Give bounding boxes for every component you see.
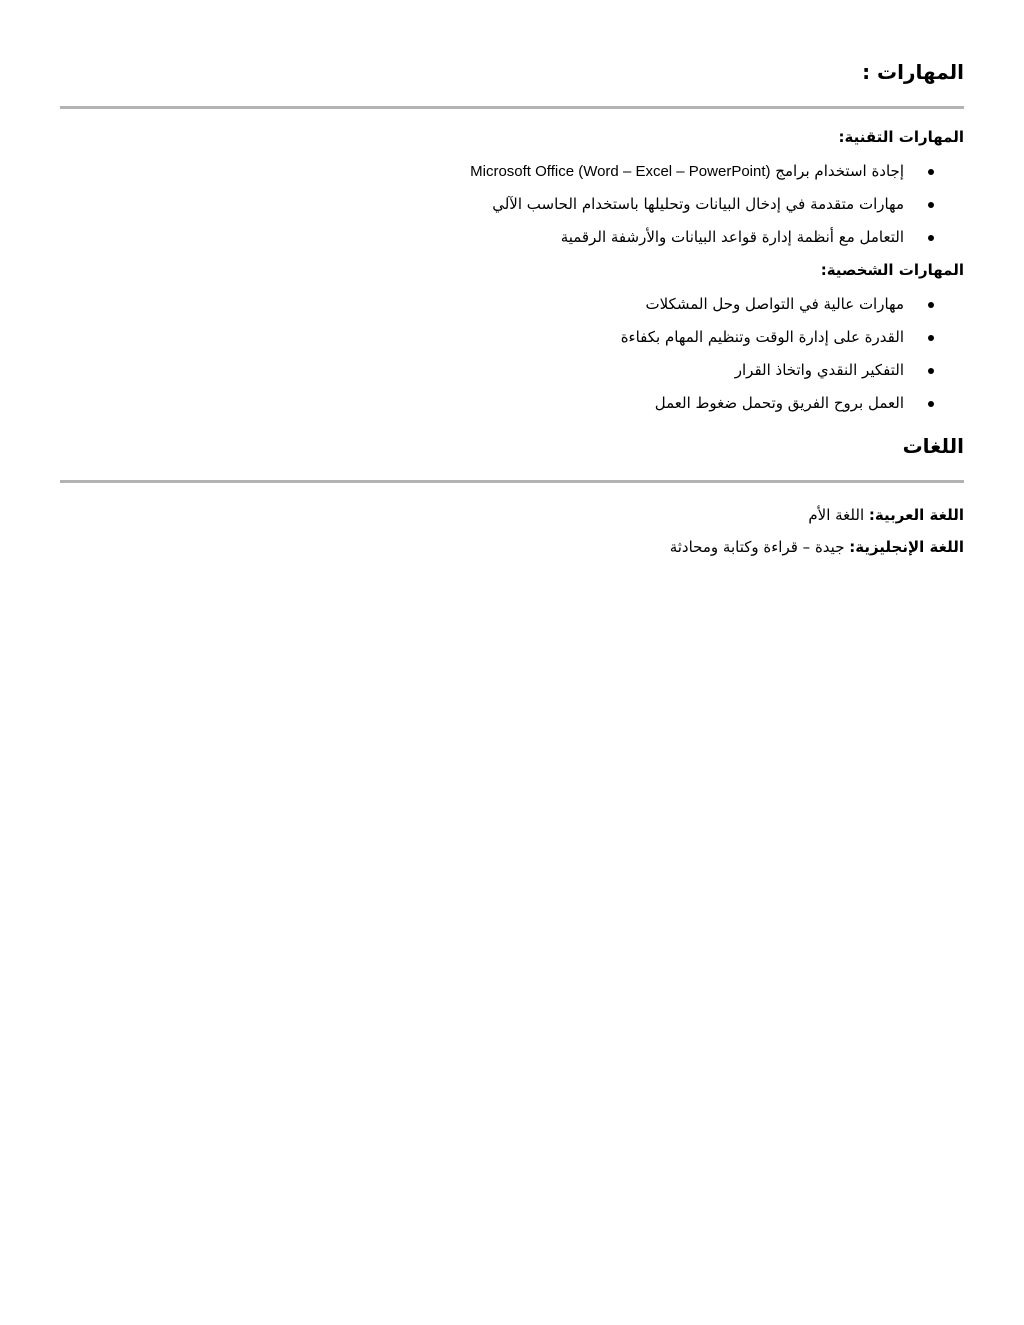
technical-skills-heading: المهارات التقنية: xyxy=(838,128,964,146)
personal-skills-heading: المهارات الشخصية: xyxy=(820,261,964,279)
skills-divider xyxy=(60,106,964,109)
list-item-text: إجادة استخدام برامج xyxy=(775,162,904,180)
bullet-icon xyxy=(928,401,934,407)
bullet-icon xyxy=(928,235,934,241)
list-item xyxy=(60,321,964,354)
personal-skills-list xyxy=(60,288,964,420)
bullet-icon xyxy=(928,302,934,308)
skills-heading: المهارات : xyxy=(862,60,964,84)
bullet-icon xyxy=(928,335,934,341)
languages-heading: اللغات xyxy=(902,434,964,458)
language-row-arabic xyxy=(60,499,964,531)
language-label: اللغة الإنجليزية: xyxy=(849,538,964,556)
list-item xyxy=(60,221,964,254)
list-item-text: العمل بروح الفريق وتحمل ضغوط العمل xyxy=(654,394,904,412)
list-item xyxy=(60,188,964,221)
list-item-text: مهارات عالية في التواصل وحل المشكلات xyxy=(645,295,904,313)
list-item-text: مهارات متقدمة في إدخال البيانات وتحليلها باستخدام الحاسب الآلي xyxy=(492,195,904,213)
list-item-text: التعامل مع أنظمة إدارة قواعد البيانات والأرشفة الرقمية xyxy=(560,228,904,246)
language-level: اللغة الأم xyxy=(808,506,869,524)
list-item-text: التفكير النقدي واتخاذ القرار xyxy=(734,361,904,379)
skills-section xyxy=(60,56,964,430)
list-item xyxy=(60,354,964,387)
list-item xyxy=(60,387,964,420)
list-item-latin-text: Microsoft Office (Word – Excel – PowerPoint) xyxy=(470,163,771,180)
list-item xyxy=(60,288,964,321)
languages-section xyxy=(60,430,964,563)
technical-skills-list xyxy=(60,155,964,254)
bullet-icon xyxy=(928,169,934,175)
bullet-icon xyxy=(928,202,934,208)
list-item xyxy=(60,155,964,188)
languages-divider xyxy=(60,480,964,483)
list-item-text: القدرة على إدارة الوقت وتنظيم المهام بكفاءة xyxy=(620,328,904,346)
language-label: اللغة العربية: xyxy=(868,506,964,524)
bullet-icon xyxy=(928,368,934,374)
language-level: جيدة – قراءة وكتابة ومحادثة xyxy=(669,538,850,556)
language-row-english xyxy=(60,531,964,563)
